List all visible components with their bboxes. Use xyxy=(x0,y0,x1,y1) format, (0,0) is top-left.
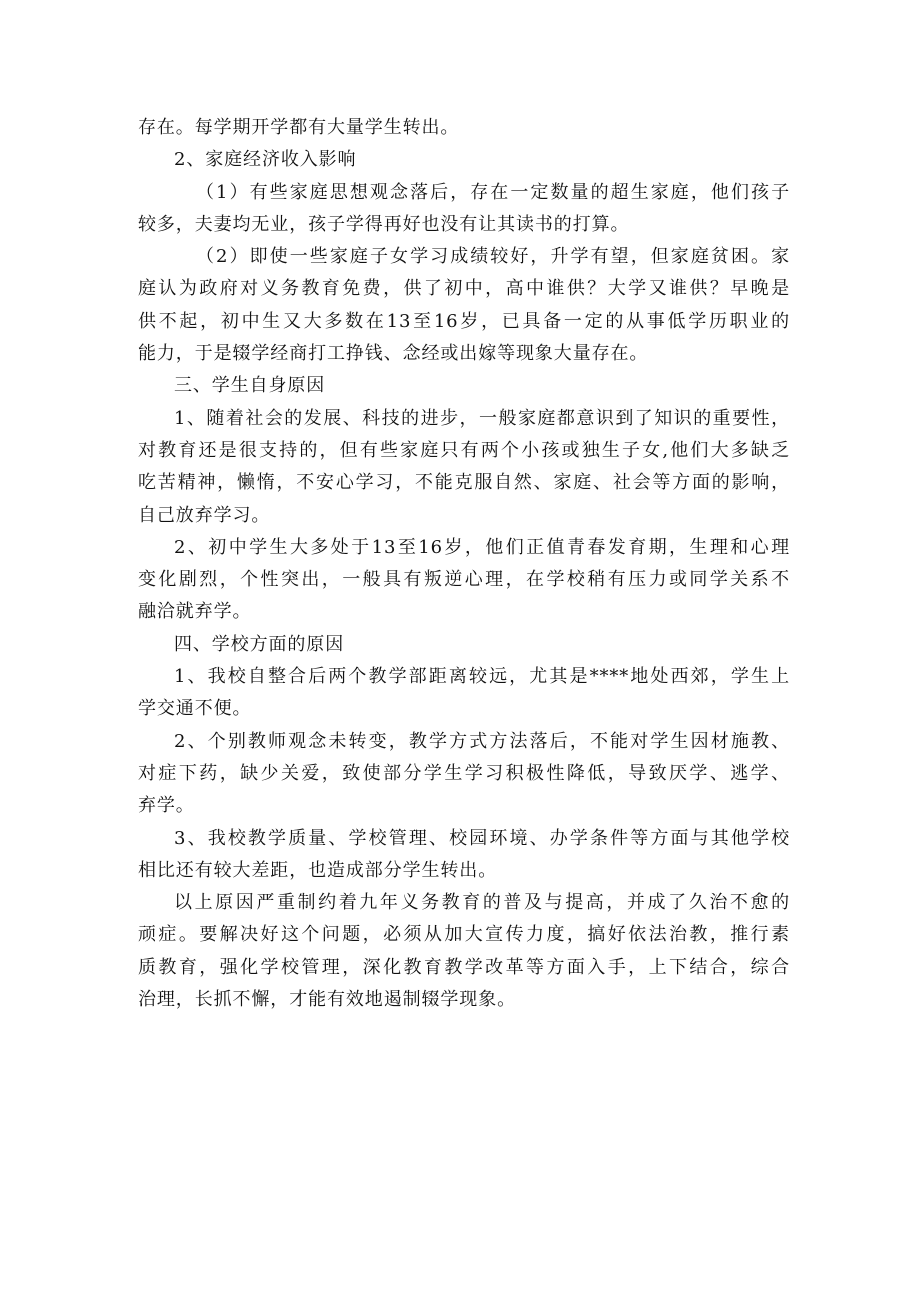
text-line: 1、我校自整合后两个教学部距离较远，尤其是****地处西郊，学生上 xyxy=(174,666,790,688)
text-line: 供不起，初中生又大多数在13至16岁，已具备一定的从事低学历职业的 xyxy=(138,310,790,332)
text-line: 2、个别教师观念未转变，教学方式方法落后，不能对学生因材施教、 xyxy=(174,730,790,752)
text-line: 对教育还是很支持的，但有些家庭只有两个小孩或独生子女,他们大多缺乏 xyxy=(138,439,790,461)
text-line: 庭认为政府对义务教育免费，供了初中，高中谁供？大学又谁供？早晚是 xyxy=(138,278,790,300)
text-line: 治理，长抓不懈，才能有效地遏制辍学现象。 xyxy=(138,989,516,1011)
text-line: 学交通不便。 xyxy=(138,698,252,720)
text-line: 相比还有较大差距，也造成部分学生转出。 xyxy=(138,859,498,881)
text-line: 三、学生自身原因 xyxy=(174,375,326,397)
text-line: （1）有些家庭思想观念落后，存在一定数量的超生家庭，他们孩子 xyxy=(196,181,790,203)
text-line: 吃苦精神，懒惰，不安心学习，不能克服自然、家庭、社会等方面的影响， xyxy=(138,472,790,494)
text-line: 2、家庭经济收入影响 xyxy=(174,149,357,171)
text-line: 2、初中学生大多处于13至16岁，他们正值青春发育期，生理和心理 xyxy=(174,536,790,558)
text-line: 3、我校教学质量、学校管理、校园环境、办学条件等方面与其他学校 xyxy=(174,827,790,849)
text-line: 变化剧烈，个性突出，一般具有叛逆心理，在学校稍有压力或同学关系不 xyxy=(138,569,790,591)
text-line: 能力，于是辍学经商打工挣钱、念经或出嫁等现象大量存在。 xyxy=(138,343,649,365)
text-line: 以上原因严重制约着九年义务教育的普及与提高，并成了久治不愈的 xyxy=(174,892,790,914)
text-line: 质教育，强化学校管理，深化教育教学改革等方面入手，上下结合，综合 xyxy=(138,956,790,978)
text-line: 弃学。 xyxy=(138,795,195,817)
text-line: 融洽就弃学。 xyxy=(138,601,252,623)
text-line: 较多，夫妻均无业，孩子学得再好也没有让其读书的打算。 xyxy=(138,213,630,235)
text-line: 自己放弃学习。 xyxy=(138,504,271,526)
text-line: （2）即使一些家庭子女学习成绩较好，升学有望，但家庭贫困。家 xyxy=(196,246,790,268)
text-line: 1、随着社会的发展、科技的进步，一般家庭都意识到了知识的重要性， xyxy=(174,407,790,429)
document-body xyxy=(138,112,790,1016)
text-line: 顽症。要解决好这个问题，必须从加大宣传力度，搞好依法治教，推行素 xyxy=(138,924,790,946)
text-line: 四、学校方面的原因 xyxy=(174,633,345,655)
text-line: 存在。每学期开学都有大量学生转出。 xyxy=(138,117,460,138)
text-line: 对症下药，缺少关爱，致使部分学生学习积极性降低，导致厌学、逃学、 xyxy=(138,762,790,784)
